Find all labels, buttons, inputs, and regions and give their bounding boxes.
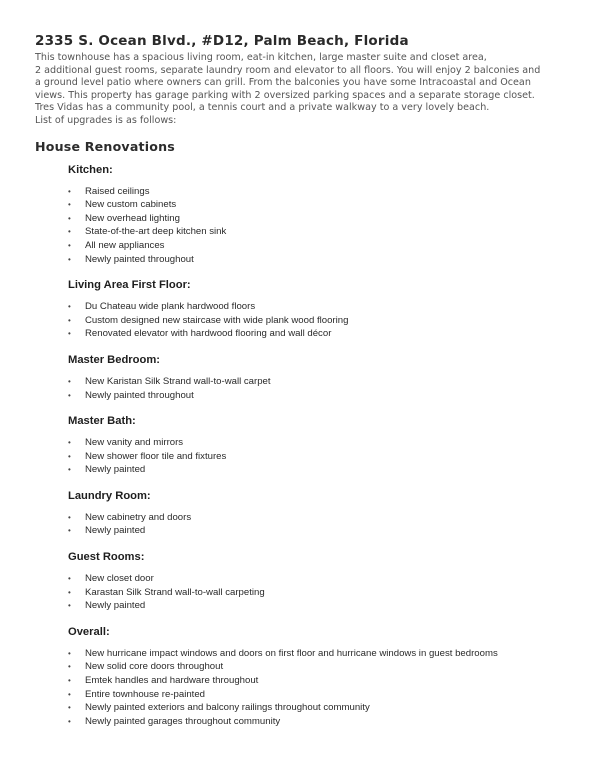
group-title: Kitchen:	[68, 163, 113, 176]
bullet-icon: •	[68, 240, 71, 250]
group-item-list	[68, 185, 559, 267]
list-item	[68, 450, 559, 464]
list-item-text: New custom cabinets	[85, 199, 177, 211]
renovation-group	[68, 354, 559, 402]
bullet-icon: •	[68, 716, 71, 726]
bullet-icon: •	[68, 376, 71, 386]
list-item-text: All new appliances	[85, 239, 165, 251]
renovation-group	[68, 626, 559, 729]
list-item-text: Renovated elevator with hardwood flooring and wall décor	[85, 328, 332, 340]
list-item-text: Newly painted	[85, 525, 146, 537]
list-item-text: New vanity and mirrors	[85, 437, 184, 449]
bullet-icon: •	[68, 329, 71, 339]
group-item-list	[68, 300, 559, 341]
group-item-list	[68, 375, 559, 402]
list-item-text: Karastan Silk Strand wall-to-wall carpeting	[85, 586, 265, 598]
bullet-icon: •	[68, 574, 71, 584]
list-item-text: New shower floor tile and fixtures	[85, 450, 227, 462]
intro-line: 2 additional guest rooms, separate laundry room and elevator to all floors. You will enjoy 2 balconies and	[35, 64, 541, 76]
group-item-list	[68, 572, 559, 613]
intro-paragraph	[35, 52, 559, 128]
list-item-text: Newly painted throughout	[85, 253, 194, 265]
list-item	[68, 253, 559, 267]
bullet-icon: •	[68, 213, 71, 223]
list-item	[68, 314, 559, 328]
bullet-icon: •	[68, 200, 71, 210]
bullet-icon: •	[68, 601, 71, 611]
list-item	[68, 185, 559, 199]
list-item	[68, 572, 559, 586]
list-item	[68, 586, 559, 600]
bullet-icon: •	[68, 526, 71, 536]
group-title: Overall:	[68, 625, 110, 638]
list-item-text: Newly painted throughout	[85, 389, 194, 401]
list-item	[68, 511, 559, 525]
intro-line: List of upgrades is as follows:	[35, 114, 177, 126]
list-item-text: New closet door	[85, 573, 154, 585]
bullet-icon: •	[68, 587, 71, 597]
list-item-text: New hurricane impact windows and doors on first floor and hurricane windows in guest bedrooms	[85, 647, 498, 659]
list-item	[68, 715, 559, 729]
bullet-icon: •	[68, 689, 71, 699]
list-item-text: Newly painted garages throughout community	[85, 715, 281, 727]
list-item-text: New Karistan Silk Strand wall-to-wall carpet	[85, 375, 271, 387]
group-item-list	[68, 436, 559, 477]
list-item	[68, 389, 559, 403]
list-item	[68, 327, 559, 341]
list-item	[68, 647, 559, 661]
renovation-group	[68, 279, 559, 341]
intro-line: a ground level patio where owners can grill. From the balconies you have some Intracoastal and Ocean	[35, 77, 531, 89]
intro-line: views. This property has garage parking with 2 oversized parking spaces and a separate storage closet.	[35, 89, 535, 101]
list-item	[68, 436, 559, 450]
list-item-text: Newly painted exteriors and balcony railings throughout community	[85, 702, 370, 714]
list-item-text: Entire townhouse re-painted	[85, 688, 205, 700]
bullet-icon: •	[68, 648, 71, 658]
document-title: 2335 S. Ocean Blvd., #D12, Palm Beach, Florida	[35, 33, 409, 49]
bullet-icon: •	[68, 676, 71, 686]
bullet-icon: •	[68, 662, 71, 672]
group-item-list	[68, 647, 559, 729]
group-title: Laundry Room:	[68, 489, 151, 502]
group-title: Guest Rooms:	[68, 551, 145, 564]
group-item-list	[68, 511, 559, 538]
list-item-text: New solid core doors throughout	[85, 661, 224, 673]
group-title: Master Bedroom:	[68, 353, 161, 366]
intro-line: Tres Vidas has a community pool, a tennis court and a private walkway to a very lovely beach.	[35, 102, 490, 114]
renovation-groups	[35, 164, 559, 729]
list-item-text: Newly painted	[85, 464, 146, 476]
list-item-text: Custom designed new staircase with wide plank wood flooring	[85, 314, 349, 326]
renovation-group	[68, 415, 559, 477]
bullet-icon: •	[68, 512, 71, 522]
bullet-icon: •	[68, 315, 71, 325]
list-item	[68, 701, 559, 715]
bullet-icon: •	[68, 227, 71, 237]
list-item-text: Raised ceilings	[85, 185, 150, 197]
list-item	[68, 599, 559, 613]
renovation-group	[68, 164, 559, 267]
list-item-text: Du Chateau wide plank hardwood floors	[85, 301, 256, 313]
bullet-icon: •	[68, 254, 71, 264]
section-title: House Renovations	[35, 138, 175, 154]
bullet-icon: •	[68, 465, 71, 475]
list-item	[68, 225, 559, 239]
bullet-icon: •	[68, 451, 71, 461]
list-item-text: State-of-the-art deep kitchen sink	[85, 226, 227, 238]
list-item-text: New cabinetry and doors	[85, 511, 192, 523]
list-item-text: Newly painted	[85, 600, 146, 612]
bullet-icon: •	[68, 302, 71, 312]
list-item	[68, 212, 559, 226]
list-item	[68, 198, 559, 212]
group-title: Living Area First Floor:	[68, 279, 191, 292]
bullet-icon: •	[68, 186, 71, 196]
list-item	[68, 239, 559, 253]
intro-line: This townhouse has a spacious living room, eat-in kitchen, large master suite and closet area,	[35, 52, 487, 63]
list-item	[68, 524, 559, 538]
bullet-icon: •	[68, 390, 71, 400]
list-item	[68, 674, 559, 688]
renovation-group	[68, 551, 559, 613]
list-item	[68, 300, 559, 314]
bullet-icon: •	[68, 703, 71, 713]
list-item	[68, 375, 559, 389]
renovation-group	[68, 490, 559, 538]
list-item	[68, 463, 559, 477]
list-item-text: New overhead lighting	[85, 212, 180, 224]
list-item-text: Emtek handles and hardware throughout	[85, 675, 259, 687]
group-title: Master Bath:	[68, 415, 136, 428]
list-item	[68, 688, 559, 702]
bullet-icon: •	[68, 438, 71, 448]
list-item	[68, 660, 559, 674]
